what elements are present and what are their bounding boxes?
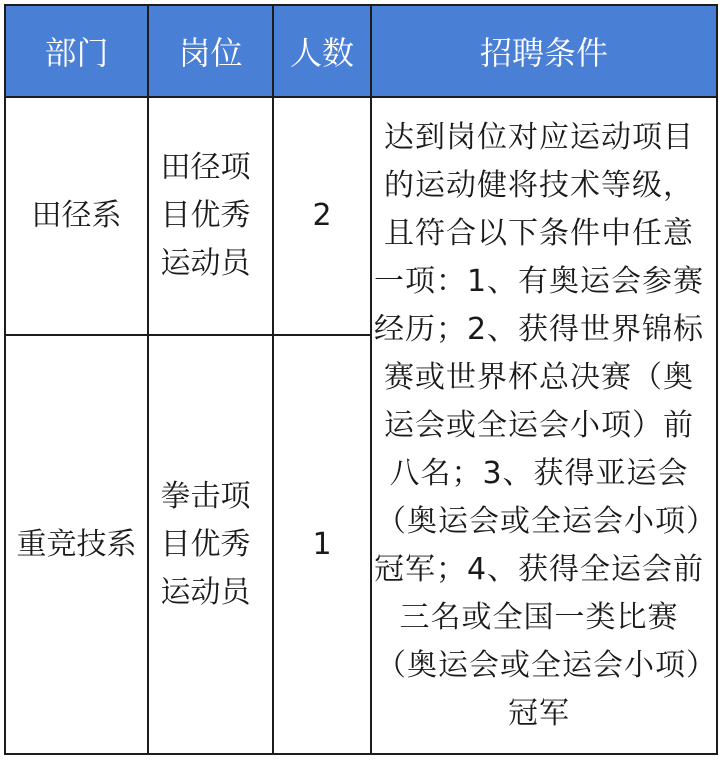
table-row — [5, 97, 717, 335]
position-text: 田径项目优秀运动员 — [160, 150, 251, 281]
position-cell — [148, 335, 273, 754]
header-department: 部门 — [5, 5, 148, 97]
position-cell — [148, 97, 273, 335]
count-cell: 1 — [273, 335, 371, 754]
count-cell: 2 — [273, 97, 371, 335]
requirements-cell — [371, 97, 717, 754]
requirements-text: 达到岗位对应运动项目的运动健将技术等级，且符合以下条件中任意一项：1、有奥运会参赛经历；2、获得世界锦标赛或世界杯总决赛（奥运会或全运会小项）前八名；3、获得亚运会（奥运会或全运会小项）冠军；4、获得全运会前三名或全国一类比赛（奥运会或全运会小项）冠军 — [373, 119, 705, 731]
header-count: 人数 — [273, 5, 371, 97]
recruitment-table — [4, 4, 718, 755]
header-requirements: 招聘条件 — [371, 5, 717, 97]
position-text: 拳击项目优秀运动员 — [160, 478, 251, 610]
department-cell: 田径系 — [5, 97, 148, 335]
header-row — [5, 5, 717, 97]
header-position: 岗位 — [148, 5, 273, 97]
department-cell: 重竞技系 — [5, 335, 148, 754]
